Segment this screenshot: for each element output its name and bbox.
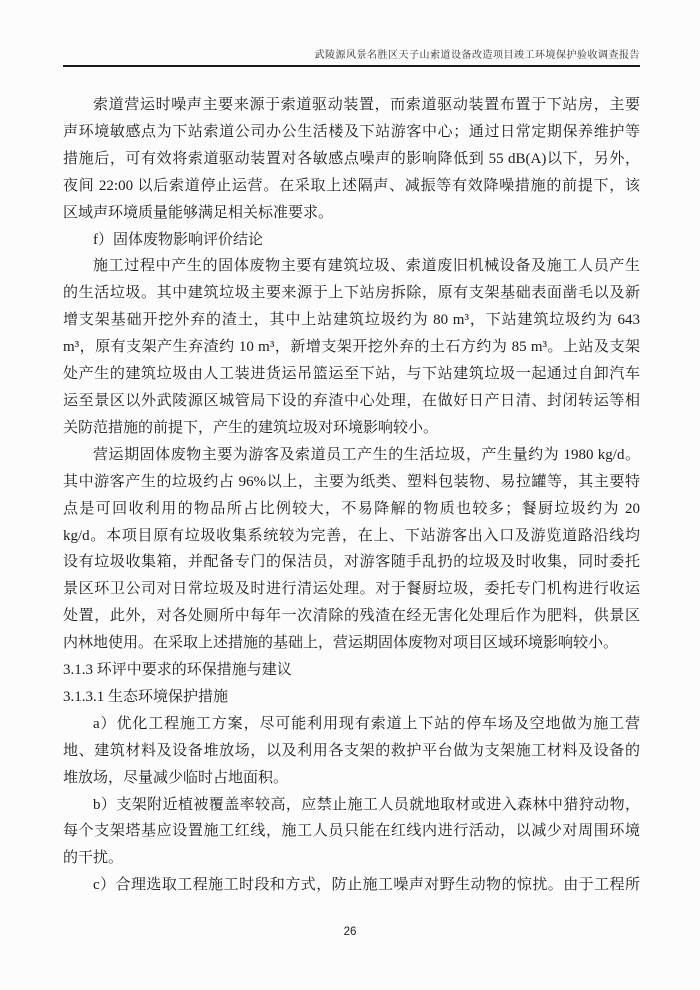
- page-footer: [0, 926, 700, 938]
- text-line: 增支架基础开挖外弃的渣土，其中上站建筑垃圾约为 80 m³，下站建筑垃圾约为 643: [63, 312, 640, 329]
- text-line: a）优化工程施工方案，尽可能利用现有索道上下站的停车场及空地做为施工营: [93, 715, 640, 732]
- text-line: 索道营运时噪声主要来源于索道驱动装置，而索道驱动装置布置于下站房，主要: [93, 97, 640, 113]
- text-line: 的干扰。: [63, 850, 124, 867]
- text-line: 每个支架塔基应设置施工红线，施工人员只能在红线内进行活动，以减少对周围环境: [63, 823, 640, 840]
- text-line: m³，原有支架产生弃渣约 10 m³，新增支架开挖外弃的土石方约为 85 m³。上站及支架: [63, 339, 640, 356]
- running-header-title: 武陵源风景名胜区天子山索道设备改造项目竣工环境保护验收调查报告: [314, 50, 640, 61]
- text-line: 点是可回收利用的物品所占比例较大，不易降解的物质也较多；餐厨垃圾约为 20: [63, 500, 640, 517]
- text-line: 区域声环境质量能够满足相关标准要求。: [63, 204, 334, 221]
- text-line: 夜间 22:00 以后索道停止运营。在采取上述隔声、减振等有效降噪措施的前提下，该: [63, 177, 640, 194]
- text-line: 施工过程中产生的固体废物主要有建筑垃圾、索道废旧机械设备及施工人员产生: [93, 258, 640, 275]
- heading-line: f）固体废物影响评价结论: [93, 231, 263, 248]
- heading-line: 3.1.3.1 生态环境保护措施: [63, 688, 229, 705]
- text-line: 处置，此外，对各处厕所中每年一次清除的残渣在经无害化处理后作为肥料，供景区: [63, 608, 640, 625]
- text-line: kg/d。本项目原有垃圾收集系统较为完善，在上、下站游客出入口及游览道路沿线均: [63, 527, 640, 544]
- text-line: c）合理选取工程施工时段和方式，防止施工噪声对野生动物的惊扰。由于工程所: [93, 877, 640, 894]
- text-line: 营运期固体废物主要为游客及索道员工产生的生活垃圾，产生量约为 1980 kg/d。: [93, 446, 640, 463]
- header-divider: [63, 65, 640, 67]
- text-line: 地、建筑材料及设备堆放场，以及利用各支架的救护平台做为支架施工材料及设备的: [63, 742, 640, 759]
- text-line: 其中游客产生的垃圾约占 96%以上，主要为纸类、塑料包装物、易拉罐等，其主要特: [63, 473, 640, 490]
- text-line: 措施后，可有效将索道驱动装置对各敏感点噪声的影响降低到 55 dB(A)以下，另外，: [63, 150, 640, 167]
- text-line: 运至景区以外武陵源区城管局下设的弃渣中心处理，在做好日产日清、封闭转运等相: [63, 392, 640, 409]
- page-header: [63, 0, 640, 67]
- text-line: 设有垃圾收集箱，并配备专门的保洁员，对游客随手乱扔的垃圾及时收集，同时委托: [63, 554, 640, 571]
- document-body: [63, 92, 640, 899]
- text-line: 关防范措施的前提下，产生的建筑垃圾对环境影响较小。: [63, 419, 439, 436]
- page-number: 26: [343, 926, 357, 938]
- text-line: 堆放场，尽量减少临时占地面积。: [63, 769, 289, 786]
- text-line: 内林地使用。在采取上述措施的基础上，营运期固体废物对项目区域环境影响较小。: [63, 635, 619, 652]
- text-line: 处产生的建筑垃圾由人工装进货运吊篮运至下站，与下站建筑垃圾一起通过自卸汽车: [63, 366, 640, 383]
- heading-line: 3.1.3 环评中要求的环保措施与建议: [63, 662, 292, 679]
- text-line: b）支架附近植被覆盖率较高，应禁止施工人员就地取材或进入森林中猎狩动物，: [93, 796, 640, 813]
- text-line: 的生活垃圾。其中建筑垃圾主要来源于上下站房拆除，原有支架基础表面凿毛以及新: [63, 285, 640, 302]
- text-line: 声环境敏感点为下站索道公司办公生活楼及下站游客中心；通过日常定期保养维护等: [63, 123, 640, 140]
- text-line: 景区环卫公司对日常垃圾及时进行清运处理。对于餐厨垃圾，委托专门机构进行收运: [63, 581, 640, 598]
